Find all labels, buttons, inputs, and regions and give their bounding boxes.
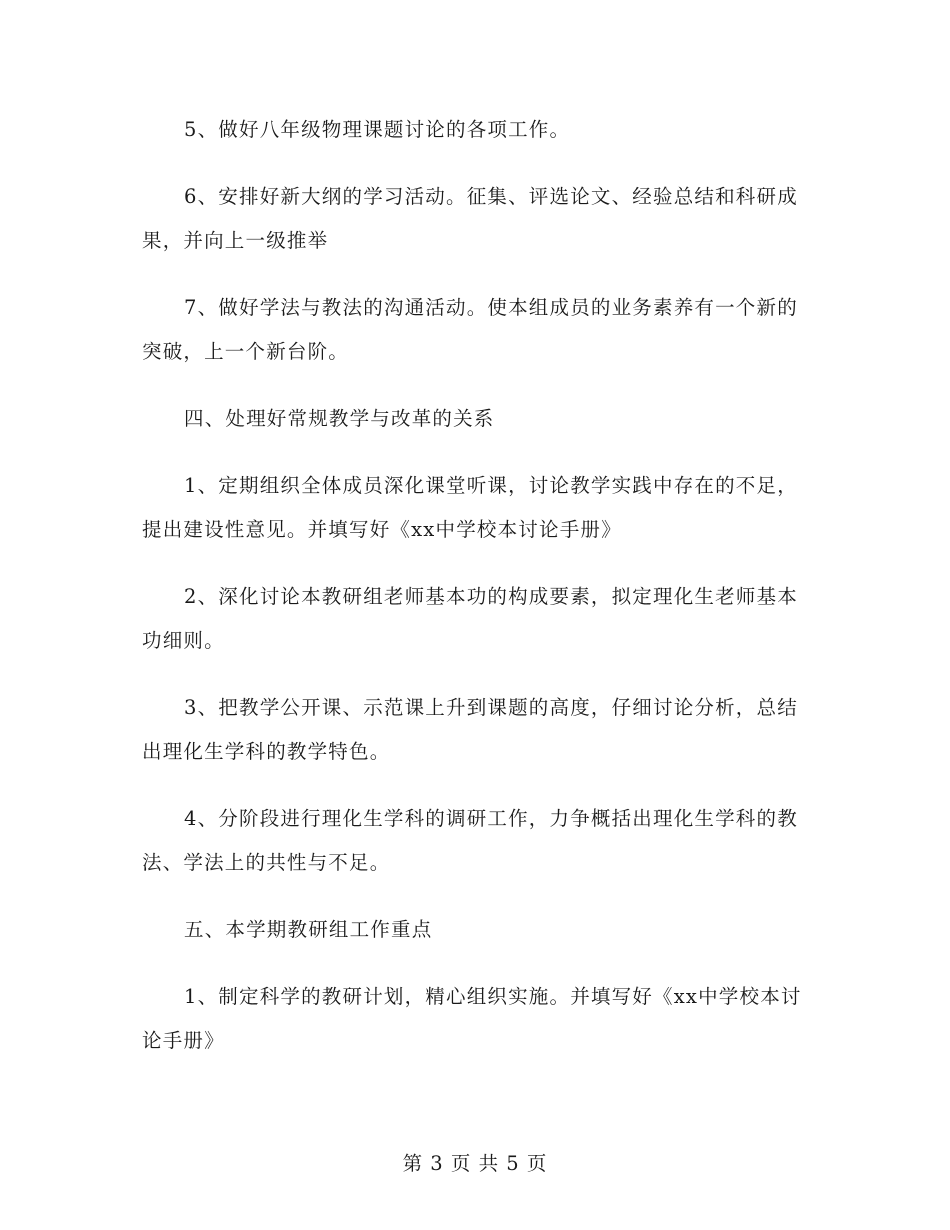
page-number-footer: 第 3 页 共 5 页 (402, 1152, 548, 1175)
document-body (142, 108, 814, 1086)
paragraph-item-7: 7、做好学法与教法的沟通活动。使本组成员的业务素养有一个新的突破，上一个新台阶。 (142, 296, 798, 363)
paragraph-item-5: 5、做好八年级物理课题讨论的各项工作。 (184, 118, 571, 141)
section-heading-5: 五、本学期教研组工作重点 (184, 918, 433, 941)
paragraph-item-4-1: 1、定期组织全体成员深化课堂听课，讨论教学实践中存在的不足，提出建设性意见。并填写好《xx中学校本讨论手册》 (142, 474, 798, 541)
section-heading-4: 四、处理好常规教学与改革的关系 (184, 407, 495, 430)
paragraph-item-6: 6、安排好新大纲的学习活动。征集、评选论文、经验总结和科研成果，并向上一级推举 (142, 185, 798, 252)
paragraph-item-4-4: 4、分阶段进行理化生学科的调研工作，力争概括出理化生学科的教法、学法上的共性与不足。 (142, 807, 798, 874)
paragraph-item-4-2: 2、深化讨论本教研组老师基本功的构成要素，拟定理化生老师基本功细则。 (142, 585, 798, 652)
paragraph-item-5-1: 1、制定科学的教研计划，精心组织实施。并填写好《xx中学校本讨论手册》 (142, 985, 802, 1052)
paragraph-item-4-3: 3、把教学公开课、示范课上升到课题的高度，仔细讨论分析，总结出理化生学科的教学特色。 (142, 696, 798, 763)
